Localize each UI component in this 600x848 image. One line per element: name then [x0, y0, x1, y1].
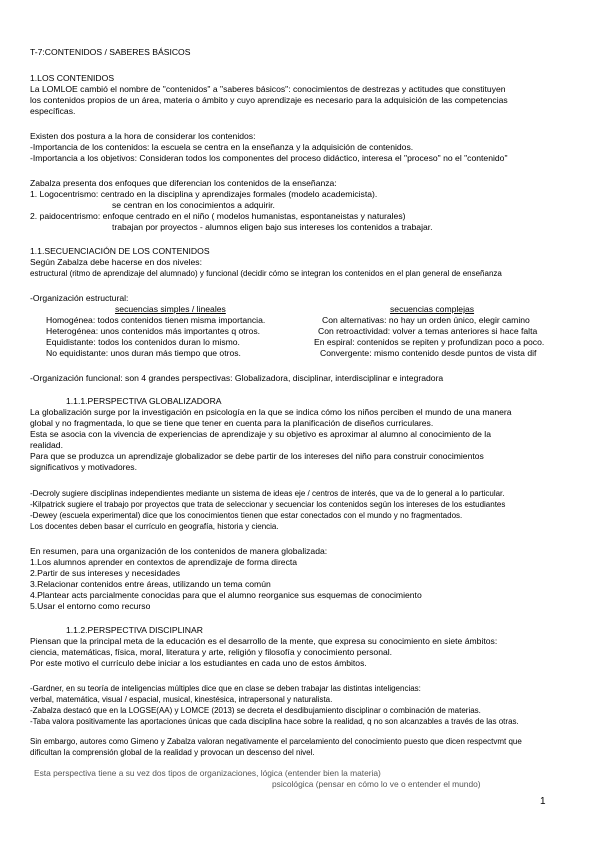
page-title: T-7:CONTENIDOS / SABERES BÁSICOS [30, 47, 191, 57]
list-item: 2.Partir de sus intereses y necesidades [30, 568, 180, 578]
list-item: 4.Plantear acts parcialmente conocidas para que el alumno reorganice sus esquemas de conocimiento [30, 590, 422, 600]
paragraph-line: -Importancia a los objetivos: Consideran todos los componentes del proceso didáctico, interesa el "proceso" no el "contenido" [30, 153, 508, 163]
paragraph-line: dificultan la comprensión global de la realidad y provocan un descenso del nivel. [30, 748, 315, 757]
paragraph-line: específicas. [30, 106, 76, 116]
page-number: 1 [540, 796, 546, 807]
org-funcional-line: -Organización funcional: son 4 grandes perspectivas: Globalizadora, disciplinar, interdisciplinar e integradora [30, 373, 444, 383]
table-row [0, 337, 600, 348]
paragraph-line: -Taba valora positivamente las aportaciones únicas que cada disciplina hace sobre la realidad, q no son alcanzables a través de las otras. [30, 717, 519, 726]
table-cell: Con alternativas: no hay un orden único, elegir camino [322, 315, 530, 325]
list-item: 5.Usar el entorno como recurso [30, 601, 151, 611]
table-cell: Con retroactividad: volver a temas anteriores si hace falta [318, 326, 538, 336]
paragraph-line: Los docentes deben basar el currículo en geografía, historia y ciencia. [30, 522, 279, 531]
org-estructural-label: -Organización estructural: [30, 293, 129, 303]
table-cell: No equidistante: unos duran más tiempo que otros. [46, 348, 241, 358]
column-header-simple: secuencias simples / lineales [115, 304, 226, 314]
sequence-table-header [0, 304, 600, 315]
paragraph-line: -Decroly sugiere disciplinas independientes mediante un sistema de ideas eje / centros de interés, que va de lo general a lo particular. [30, 489, 505, 498]
paragraph-line: realidad. [30, 440, 63, 450]
paragraph-line: -Gardner, en su teoría de inteligencias múltiples dice que en clase se deben trabajar las distintas inteligencias: [30, 684, 421, 693]
paragraph-line: Según Zabalza debe hacerse en dos niveles: [30, 257, 202, 267]
scanned-note-line: Esta perspectiva tiene a su vez dos tipos de organizaciones, lógica (entender bien la materia) [34, 768, 381, 778]
section-heading-contenidos: 1.LOS CONTENIDOS [30, 73, 115, 83]
list-item: 1.Los alumnos aprender en contextos de aprendizaje de forma directa [30, 557, 298, 567]
paragraph-line: global y no fragmentada, lo que se tiene que tener en cuenta para la planificación de diseños curriculares. [30, 418, 434, 428]
table-cell: Homogénea: todos contenidos tienen misma importancia. [46, 315, 266, 325]
table-row [0, 348, 600, 359]
paragraph-line: estructural (ritmo de aprendizaje del alumnado) y funcional (decidir cómo se integran los contenidos en el plan general de enseñanza [30, 269, 502, 278]
table-row [0, 326, 600, 337]
paragraph-line: La LOMLOE cambió el nombre de "contenidos" a "saberes básicos": conocimientos de destrezas y actitudes que constituyen [30, 84, 506, 94]
table-cell: Heterogénea: unos contenidos más importantes q otros. [46, 326, 261, 336]
paragraph-line: verbal, matemática, visual / espacial, musical, kinestésica, intrapersonal y naturalista. [30, 695, 333, 704]
paragraph-line: Esta se asocia con la vivencia de experiencias de aprendizaje y su objetivo es aproximar al alumno al conocimiento de la [30, 429, 491, 439]
paragraph-line: los contenidos propios de un área, materia o ámbito y cuyo aprendizaje es necesario para la adquisición de las competencias [30, 95, 508, 105]
paragraph-line: En resumen, para una organización de los contenidos de manera globalizada: [30, 546, 328, 556]
section-heading-globalizadora: 1.1.1.PERSPECTIVA GLOBALIZADORA [66, 396, 222, 406]
paragraph-line: 1. Logocentrismo: centrado en la disciplina y aprendizajes formales (modelo academicista). [30, 189, 378, 199]
paragraph-line: Piensan que la principal meta de la educación es el desarrollo de la mente, que expresa su conocimiento en siete ámbitos: [30, 636, 498, 646]
table-cell: En espiral: contenidos se repiten y profundizan poco a poco. [314, 337, 545, 347]
list-item: 3.Relacionar contenidos entre áreas, utilizando un tema común [30, 579, 271, 589]
section-heading-disciplinar: 1.1.2.PERSPECTIVA DISCIPLINAR [66, 625, 203, 635]
paragraph-line: se centran en los conocimientos a adquirir. [112, 200, 275, 210]
table-cell: Equidistante: todos los contenidos duran lo mismo. [46, 337, 240, 347]
paragraph-line: -Importancia de los contenidos: la escuela se centra en la enseñanza y la adquisición de contenidos. [30, 142, 414, 152]
scanned-note-line: psicológica (pensar en cómo lo ve o entender el mundo) [272, 779, 481, 789]
paragraph-line: -Dewey (escuela experimental) dice que los conocimientos tienen que estar conectados con el mundo y no fragmentados. [30, 511, 463, 520]
column-header-complex: secuencias complejas [390, 304, 475, 314]
paragraph-line: -Zabalza destacó que en la LOGSE(AA) y LOMCE (2013) se decreta el desdibujamiento disciplinar o combinación de materias. [30, 706, 481, 715]
paragraph-line: Zabalza presenta dos enfoques que diferencian los contenidos de la enseñanza: [30, 178, 337, 188]
paragraph-line: Por este motivo el currículo debe iniciar a los estudiantes en cada uno de estos ámbitos. [30, 658, 367, 668]
paragraph-line: -Kilpatrick sugiere el trabajo por proyectos que trata de seleccionar y secuenciar los contenidos según los intereses de los estudiantes [30, 500, 506, 509]
paragraph-line: significativos y motivadores. [30, 462, 137, 472]
paragraph-line: trabajan por proyectos - alumnos eligen bajo sus intereses los contenidos a trabajar. [112, 222, 433, 232]
paragraph-line: Para que se produzca un aprendizaje globalizador se debe partir de los intereses del niño para construir conocimientos [30, 451, 484, 461]
paragraph-line: Sin embargo, autores como Gimeno y Zabalza valoran negativamente el parcelamiento del conocimiento puesto que dicen respectvmt que [30, 737, 522, 746]
paragraph-line: 2. paidocentrismo: enfoque centrado en el niño ( modelos humanistas, espontaneistas y naturales) [30, 211, 406, 221]
table-row [0, 315, 600, 326]
paragraph-line: Existen dos postura a la hora de considerar los contenidos: [30, 131, 256, 141]
paragraph-line: ciencia, matemáticas, física, moral, literatura y arte, religión y filosofía y conocimiento personal. [30, 647, 393, 657]
paragraph-line: La globalización surge por la investigación en psicología en la que se indica cómo los niños perciben el mundo de una manera [30, 407, 512, 417]
section-heading-secuenciacion: 1.1.SECUENCIACIÓN DE LOS CONTENIDOS [30, 246, 210, 256]
table-cell: Convergente: mismo contenido desde puntos de vista dif [320, 348, 537, 358]
